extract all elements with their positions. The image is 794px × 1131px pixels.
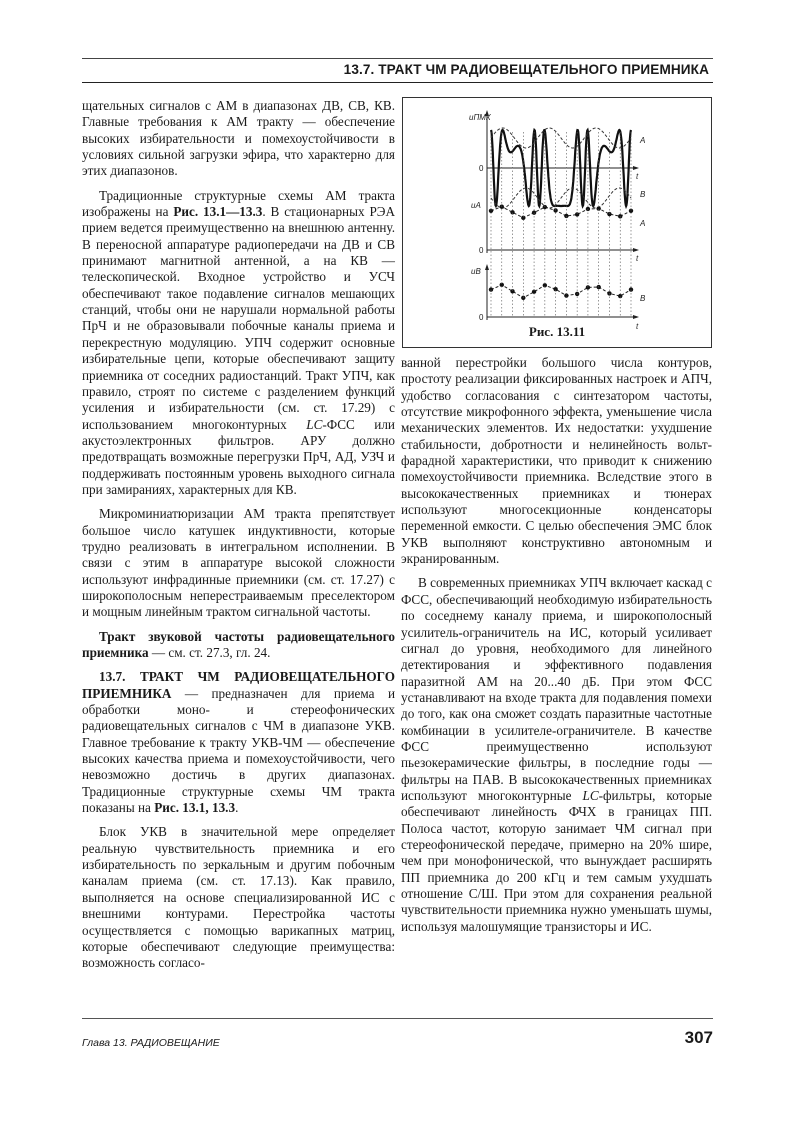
figure-reference: Рис. 13.1—13.3 xyxy=(173,204,263,220)
label-t-1: t xyxy=(636,172,639,181)
paragraph: В современных приемниках УПЧ включает каскад с ФСС, обеспечивающий необходимую избирательность по соседнему каналу приема, и широкополосный усилитель-ограничитель на ИС, который усиливает сигнал до уровня, необходимого для линейного детектирования и эффективного подавления паразитной АМ на 20...40 дБ. При этом ФСС устанавливают на входе тракта для подавления помехи до того, как она сможет создать паразитные частотные комбинации в усилителе-ограничителе. В качестве ФСС преимущественно используют пьезокерамические фильтры, в последние годы — фильтры на ПАВ. В высококачественных приемниках используют многоконтурные LC-фильтры, которые обеспечивают линейность ФЧХ в границах ПП. Полоса частот, которую занимает ЧМ сигнал при стереофонической передаче, примерно на 20% шире, чем при монофонической, что вынуждает расширять ПП приемника до 200 кГц и тем самым ухудшать отношение С/Ш. При этом для сохранения реальной чувствительности приемника нужно уменьшать шумы, используя малошумящие транзисторы и ИС. xyxy=(401,575,712,934)
figure-13-11 xyxy=(402,97,712,348)
label-a-1: A xyxy=(640,136,646,145)
axis-arrow xyxy=(633,315,639,319)
label-zero-2: 0 xyxy=(479,246,484,255)
figure-reference: Рис. 13.1, 13.3 xyxy=(154,800,236,816)
paragraph: 13.7. ТРАКТ ЧМ РАДИОВЕЩАТЕЛЬНОГО ПРИЕМНИКА — предназначен для приема и обработки моно- и стереофонических радиовещательных сигналов с ЧМ в диапазоне УКВ. Главное требование к тракту УКВ-ЧМ — обеспечение высоких качества приема и помехоустойчивости, чего невозможно достичь в других диапазонах. Традиционные структурные схемы ЧМ тракта показаны на Рис. 13.1, 13.3. xyxy=(82,669,395,816)
section-heading: 13.7. ТРАКТ ЧМ РАДИОВЕЩАТЕЛЬНОГО ПРИЕМНИКА xyxy=(82,669,395,701)
label-zero-3: 0 xyxy=(479,313,484,322)
label-u-b: uB xyxy=(471,267,481,276)
axis-arrow xyxy=(485,264,489,270)
label-t-2: t xyxy=(636,254,639,263)
header-title: 13.7. ТРАКТ ЧМ РАДИОВЕЩАТЕЛЬНОГО ПРИЕМНИКА xyxy=(343,62,709,77)
envelope-a-curve xyxy=(491,128,631,148)
label-u-a: uА xyxy=(471,201,481,210)
footer-chapter: Глава 13. РАДИОВЕЩАНИЕ xyxy=(82,1037,220,1049)
paragraph: Тракт звуковой частоты радиовещательного приемника — см. ст. 27.3, гл. 24. xyxy=(82,628,395,660)
header-rule-top xyxy=(82,58,713,59)
page-number: 307 xyxy=(684,1028,713,1047)
figure-caption: Рис. 13.11 xyxy=(528,324,586,339)
header-rule-bottom xyxy=(82,82,713,83)
left-column xyxy=(82,98,395,972)
axis-arrow xyxy=(633,166,639,170)
label-a-2: A xyxy=(640,219,646,228)
paragraph: щательных сигналов с АМ в диапазонах ДВ, СВ, КВ. Главные требования к АМ тракту — обеспечение высоких избирательности и помехоустойчивости в условиях сильной загрузки эфира, что характерно для этих диапазонов. xyxy=(82,98,395,179)
label-b-3: B xyxy=(640,294,646,303)
label-b-1: B xyxy=(640,190,646,199)
right-column xyxy=(401,355,712,935)
paragraph: Традиционные структурные схемы АМ тракта изображены на Рис. 13.1—13.3. В стационарных РЭА прием ведется преимущественно на внешнюю антенну. В переносной аппаратуре радиопередачи на ДВ и СВ принимают магнитной антенной, а на КВ — телескопической. Входное устройство и УСЧ обеспечивают такое подавление сигналов мешающих станций, чтобы они не нарушали нормальной работы ПрЧ и не образовывали побочные каналы приема и перекрестную модуляцию. УПЧ содержит основные избирательные цепи, которые обеспечивают защиту приемника от соседних радиостанций. Тракт УПЧ, как правило, строят по системе с разделением функций усиления и избирательности (см. ст. 17.29) с использованием многоконтурных LC-ФСС или акустоэлектронных фильтров. АРУ должно предотвращать возможные перегрузки ПрЧ, АД, УЗЧ и поддерживать постоянным уровень выходного сигнала при замираниях, характерных для КВ. xyxy=(82,187,396,497)
sample-point xyxy=(564,214,568,218)
label-zero-1: 0 xyxy=(479,164,484,173)
paragraph: Микроминиатюризации АМ тракта препятствует большое число катушек индуктивности, которые трудно реализовать в интегральном исполнении. В связи с этим в аппаратуре высокой сложности используют инфрадинные приемники (см. ст. 17.27) с широкополосным неперестраиваемым преселектором и мощным линейным трактом сигнальной частоты. xyxy=(82,506,395,620)
waveform-diagram xyxy=(403,98,711,347)
paragraph: ванной перестройки большого числа контуров, простоту реализации фиксированных настроек и АПЧ, удобство согласования с синтезатором частоты, отсутствие микрофонного эффекта, уменьшение числа механических элементов. Их недостатки: ухудшение стабильности, добротности и нелинейность вольт-фарадной характеристики, что приводит к снижению помехоустойчивости приемника. Вследствие этого в высококачественных приемниках и тюнерах используют многосекционные конденсаторы переменной емкости. С целью обеспечения ЭМС блок УКВ выполняют конструктивно автономным и экранированным. xyxy=(401,355,712,567)
term-heading: Тракт звуковой частоты радиовещательного приемника xyxy=(82,628,395,660)
paragraph: Блок УКВ в значительной мере определяет реальную чувствительность приемника и его избирательность по зеркальным и другим побочным каналам приема (см. ст. 17.13). Как правило, выполняется на основе специализированной ИС с внешними контурами. Перестройка частоты осуществляется с помощью варикапных матриц, которые обеспечивают следующие преимущества: возможность согласо- xyxy=(82,824,395,971)
label-t-3: t xyxy=(636,322,639,331)
running-header xyxy=(82,58,713,85)
detected-b-points xyxy=(489,283,633,300)
label-u-pmk: uПМК xyxy=(469,113,491,122)
axis-arrow xyxy=(633,248,639,252)
footer-rule xyxy=(82,1018,713,1019)
page-footer xyxy=(82,1018,713,1058)
